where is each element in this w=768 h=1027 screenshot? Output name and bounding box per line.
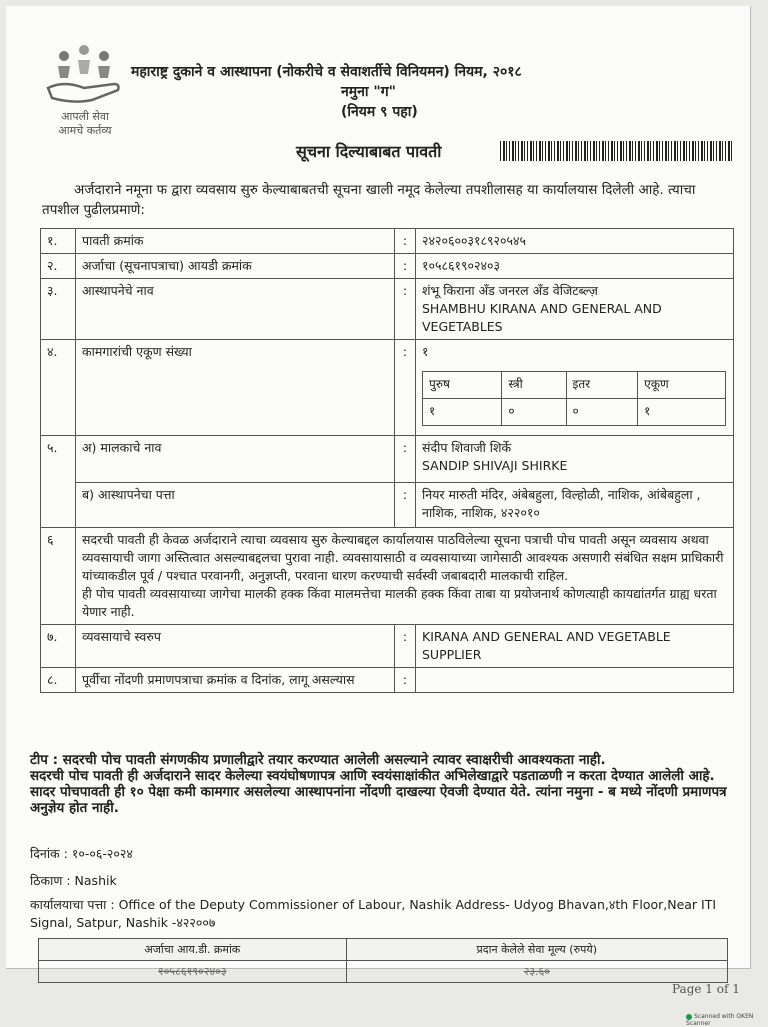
table-row	[41, 668, 734, 693]
row-separator: :	[395, 668, 416, 693]
row-number: ५.	[41, 436, 76, 528]
establishment-address: नियर मारुती मंदिर, अंबेबहुला, विल्होळी, नाशिक, आंबेबहुला , नाशिक, नाशिक, ४२२०१०	[416, 483, 734, 528]
page-indicator: Page 1 of 1	[672, 982, 740, 996]
logo-line-2: आमचे कर्तव्य	[58, 124, 112, 137]
fee-application-id: १०५८६१९०२४०३	[39, 961, 347, 983]
row-label: कामगारांची एकूण संख्या	[76, 340, 395, 436]
table-row	[41, 483, 734, 528]
date-label: दिनांक :	[30, 846, 68, 861]
row-separator: :	[395, 279, 416, 340]
place-value: Nashik	[74, 873, 117, 888]
row-label: व्यवसायाचे स्वरुप	[76, 625, 395, 668]
document-header	[131, 62, 641, 122]
scanner-logo-icon	[686, 1014, 692, 1020]
table-row	[41, 436, 734, 483]
row-number: ४.	[41, 340, 76, 436]
date-value: १०-०६-२०२४	[71, 846, 133, 861]
note-line-2: सदरची पोच पावती ही अर्जदाराने सादर केलेल्या स्वयंघोषणापत्र आणि स्वयंसाक्षांकीत अभिलेखाद्वारे पडताळणी न करता देण्यात आलेली आहे.	[30, 768, 715, 784]
row-separator: :	[395, 436, 416, 483]
row-separator: :	[395, 340, 416, 436]
office-value: Office of the Deputy Commissioner of Labour, Nashik Address- Udyog Bhavan,४th Floor,Near ITI Signal, Satpur, Nashik -४२२००७	[30, 897, 717, 930]
aapli-seva-logo	[44, 44, 126, 144]
table-row	[39, 939, 728, 961]
place-line	[30, 872, 117, 889]
row-number: ६	[41, 528, 76, 625]
header-male: पुरुष	[423, 372, 502, 399]
office-address	[30, 896, 730, 932]
document-page	[6, 6, 751, 978]
row-number: ३.	[41, 279, 76, 340]
row-number: ८.	[41, 668, 76, 693]
scanner-watermark	[686, 1013, 768, 1027]
table-row	[423, 399, 726, 426]
application-id: १०५८६१९०२४०३	[416, 254, 734, 279]
barcode	[500, 141, 732, 161]
row-label: अर्जाचा (सूचनापत्राचा) आयडी क्रमांक	[76, 254, 395, 279]
table-row	[41, 279, 734, 340]
count-other: ०	[566, 399, 638, 426]
business-nature: KIRANA AND GENERAL AND VEGETABLE SUPPLIER	[416, 625, 734, 668]
row-separator: :	[395, 229, 416, 254]
logo-line-1: आपली सेवा	[61, 110, 109, 123]
worker-count-cell	[416, 340, 734, 436]
table-row	[41, 254, 734, 279]
owner-name	[416, 436, 734, 483]
hand-people-icon	[44, 44, 126, 108]
table-row	[41, 625, 734, 668]
fee-amount: २३.६०	[346, 961, 727, 983]
previous-registration	[416, 668, 734, 693]
header-form-name: नमुना "ग"	[341, 84, 396, 100]
row-separator: :	[395, 625, 416, 668]
establishment-name-marathi: शंभू किराना अँड जनरल अँड वेजिटब्ल्ज़	[422, 283, 598, 298]
fee-header-amount: प्रदान केलेले सेवा मूल्य (रुपये)	[346, 939, 727, 961]
scanner-label: Scanned with OKEN Scanner	[686, 1013, 754, 1027]
receipt-number: २४२०६००३१८९२०५४५	[416, 229, 734, 254]
document-title: सूचना दिल्याबाबत पावती	[296, 142, 442, 161]
table-row	[39, 961, 728, 983]
row-separator: :	[395, 254, 416, 279]
place-label: ठिकाण :	[30, 873, 71, 888]
note-line-1: टीप : सदरची पोच पावती संगणकीय प्रणालीद्वारे तयार करण्यात आलेली असल्याने त्यावर स्वाक्षरीची आवश्यकता नाही.	[30, 752, 606, 768]
disclaimer-para-2: ही पोच पावती व्यवसायाच्या जागेचा मालकी हक्क किंवा मालमत्तेचा मालकी हक्क किंवा ताबा या प्रयोजनार्थ कोणत्याही कायद्यांतर्गत ग्राह्य धरता येणार नाही.	[82, 586, 717, 619]
establishment-name	[416, 279, 734, 340]
count-female: ०	[502, 399, 566, 426]
details-table	[40, 228, 734, 693]
header-other: इतर	[566, 372, 638, 399]
header-total: एकूण	[638, 372, 726, 399]
row-number: २.	[41, 254, 76, 279]
disclaimer-para-1: सदरची पावती ही केवळ अर्जदाराने त्याचा व्यवसाय सुरु केल्याबद्दल कार्यालयास पाठविलेल्या सूचना पत्राची पोच पावती असून व्यवसाय अथवा व्यवसायाची जागा अस्तित्वात असल्याबद्दलचा पुरावा नाही. व्यवसायासाठी व व्यवसायाच्या जागेसाठी आवश्यक असणारी संबंधित सक्षम प्राधिकारी यांच्याकडील पूर्व / पश्चात परवानगी, अनुज्ञप्ती, परवाना धारण करण्याची सर्वस्वी जबाबदारी मालकाची राहिल.	[82, 532, 724, 583]
fee-header-id: अर्जाचा आय.डी. क्रमांक	[39, 939, 347, 961]
row-label: पूर्वीचा नोंदणी प्रमाणपत्राचा क्रमांक व दिनांक, लागू असल्यास	[76, 668, 395, 693]
establishment-name-english: SHAMBHU KIRANA AND GENERAL AND VEGETABLES	[422, 301, 662, 334]
table-row	[41, 229, 734, 254]
table-row	[423, 372, 726, 399]
header-female: स्त्री	[502, 372, 566, 399]
header-rule-ref: (नियम ९ पहा)	[341, 104, 418, 120]
row-number: ७.	[41, 625, 76, 668]
row-separator: :	[395, 483, 416, 528]
intro-paragraph: अर्जदाराने नमूना फ द्वारा व्यवसाय सुरु केल्याबाबतची सूचना खाली नमूद केलेल्या तपशीलासह या कार्यालयास दिलेली आहे. त्याचा तपशील पुढीलप्रमाणे:	[42, 182, 696, 218]
row-label: ब) आस्थापनेचा पत्ता	[76, 483, 395, 528]
header-rule-title: महाराष्ट्र दुकाने व आस्थापना (नोकरीचे व सेवाशर्तीचे विनियमन) नियम, २०१८	[131, 64, 522, 80]
note-section	[30, 752, 734, 816]
count-male: १	[423, 399, 502, 426]
table-row	[41, 340, 734, 436]
row-label: अ) मालकाचे नाव	[76, 436, 395, 483]
fee-table	[38, 938, 728, 983]
owner-name-marathi: संदीप शिवाजी शिर्के	[422, 440, 512, 455]
count-total: १	[638, 399, 726, 426]
row-label: पावती क्रमांक	[76, 229, 395, 254]
worker-breakdown-table	[422, 371, 726, 426]
office-label: कार्यालयाचा पत्ता :	[30, 897, 115, 912]
row-number: १.	[41, 229, 76, 254]
disclaimer-cell	[76, 528, 734, 625]
owner-name-english: SANDIP SHIVAJI SHIRKE	[422, 458, 568, 473]
total-workers: १	[422, 344, 429, 359]
note-line-3: सादर पोचपावती ही १० पेक्षा कमी कामगार असलेल्या आस्थापनांना नोंदणी दाखल्या ऐवजी देण्यात येते. त्यांना नमुना - ब मध्ये नोंदणी प्रमाणपत्र अनुज्ञेय होत नाही.	[30, 784, 727, 816]
row-label: आस्थापनेचे नाव	[76, 279, 395, 340]
table-row	[41, 528, 734, 625]
date-line	[30, 845, 133, 862]
